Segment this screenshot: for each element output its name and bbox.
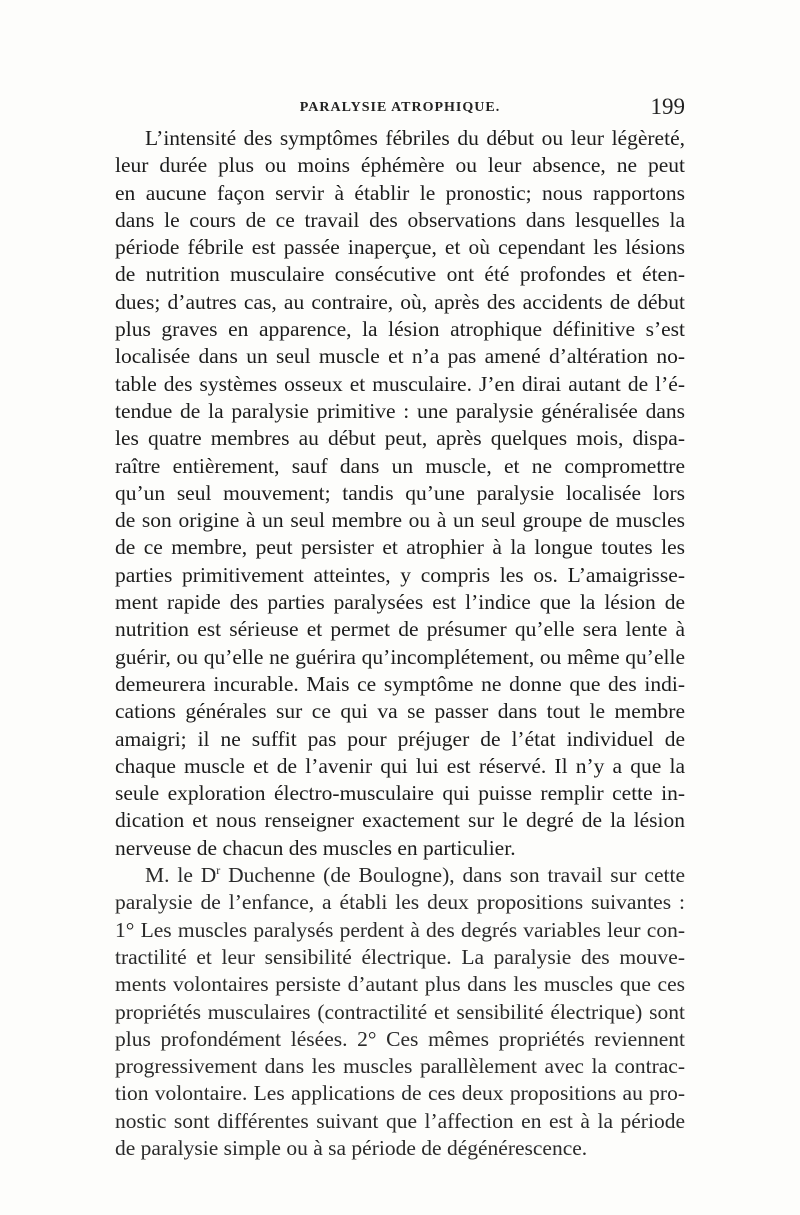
text-line: nutrition est sérieuse et permet de présumer qu’elle sera lente à [115, 617, 685, 642]
text-line: table des systèmes osseux et musculaire. J’en dirai autant de l’é- [115, 371, 685, 396]
text-line: de paralysie simple ou à sa période de dégénérescence. [115, 1135, 588, 1160]
text-line: en aucune façon servir à établir le pronostic; nous rapportons [115, 180, 685, 205]
text-line: qu’un seul mouvement; tandis qu’une paralysie localisée lors [115, 480, 685, 505]
page-number: 199 [650, 94, 685, 119]
text-line: parties primitivement atteintes, y compris les os. L’amaigrisse- [115, 562, 685, 587]
text-line: cations générales sur ce qui va se passer dans tout le membre [115, 699, 685, 724]
text-line: dans le cours de ce travail des observations dans lesquelles la [115, 207, 685, 232]
text-line: dication et nous renseigner exactement sur le degré de la lésion [115, 808, 685, 833]
text-line: de ce membre, peut persister et atrophier à la longue toutes les [115, 535, 685, 560]
text-line: tion volontaire. Les applications de ces deux propositions au pro- [115, 1081, 685, 1106]
text-line: ments volontaires persiste d’autant plus dans les muscles que ces [115, 972, 685, 997]
text-line: demeurera incurable. Mais ce symptôme ne donne que des indi- [115, 671, 685, 696]
text-line: paralysie de l’enfance, a établi les deux propositions suivantes : [115, 890, 685, 915]
superscript: r [216, 862, 221, 877]
text-line: guérir, ou qu’elle ne guérira qu’incomplétement, ou même qu’elle [115, 644, 685, 669]
text-line: amaigri; il ne suffit pas pour préjuger de l’état individuel de [115, 726, 685, 751]
text-line: tendue de la paralysie primitive : une paralysie généralisée dans [115, 398, 685, 423]
text-line: période fébrile est passée inaperçue, et où cependant les lésions [115, 235, 685, 260]
text-line: de nutrition musculaire consécutive ont été profondes et éten- [115, 262, 685, 287]
text-line: nerveuse de chacun des muscles en particulier. [115, 835, 516, 860]
text-line: dues; d’autres cas, au contraire, où, après des accidents de début [115, 289, 685, 314]
paragraph-2 [115, 862, 685, 1162]
body-text [115, 125, 685, 1162]
text-line: plus profondément lésées. 2° Ces mêmes propriétés reviennent [115, 1026, 685, 1051]
text-fragment: Duchenne (de Boulogne), dans son travail sur cette [220, 863, 685, 888]
text-line: ment rapide des parties paralysées est l’indice que la lésion de [115, 590, 685, 615]
running-head-title: PARALYSIE ATROPHIQUE. [299, 100, 501, 115]
text-line: progressivement dans les muscles parallèlement avec la contrac- [115, 1054, 685, 1079]
text-line: raître entièrement, sauf dans un muscle, et ne compromettre [115, 453, 685, 478]
text-line: seule exploration électro-musculaire qui puisse remplir cette in- [115, 781, 685, 806]
text-line: localisée dans un seul muscle et n’a pas amené d’altération no- [115, 344, 685, 369]
text-line: tractilité et leur sensibilité électrique. La paralysie des mouve- [115, 944, 685, 969]
text-line: plus graves en apparence, la lésion atrophique définitive s’est [115, 317, 685, 342]
text-line: L’intensité des symptômes fébriles du début ou leur légèreté, [145, 126, 685, 150]
text-line: de son origine à un seul membre ou à un seul groupe de muscles [115, 508, 685, 533]
running-head [115, 94, 685, 124]
text-line: nostic sont différentes suivant que l’affection en est à la période [115, 1108, 685, 1133]
text-line-with-superscript [115, 862, 685, 889]
text-line: propriétés musculaires (contractilité et sensibilité électrique) sont [115, 999, 685, 1024]
text-line: leur durée plus ou moins éphémère ou leur absence, ne peut [115, 153, 685, 178]
text-line: chaque muscle et de l’avenir qui lui est réservé. Il n’y a que la [115, 753, 685, 778]
text-line: 1° Les muscles paralysés perdent à des degrés variables leur con- [115, 917, 685, 942]
paragraph-1 [115, 125, 685, 862]
text-fragment: M. le D [145, 863, 217, 888]
text-line: les quatre membres au début peut, après quelques mois, dispa- [115, 426, 685, 451]
